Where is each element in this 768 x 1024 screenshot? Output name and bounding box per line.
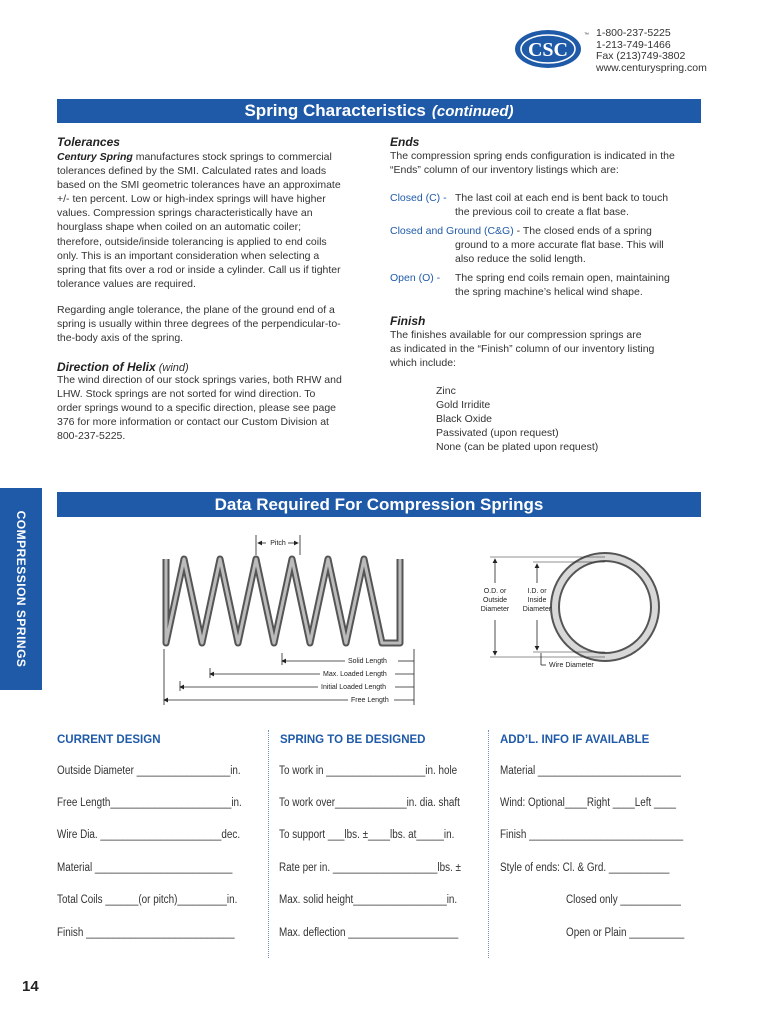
spring-to-be-designed-heading: SPRING TO BE DESIGNED [280,734,426,746]
data-required-title: Data Required For Compression Springs [214,495,544,514]
fax-number: Fax (213)749-3802 [596,50,686,62]
open-or-plain-field[interactable]: Open or Plain __________ [566,927,685,939]
phone-1: 1-800-237-5225 [596,27,671,39]
wind-direction-field[interactable]: Wind: Optional____Right ____Left ____ [500,797,676,809]
finish-intro: The finishes available for our compression springs are as indicated in the “Finish” column of our inventory listing which include: [390,329,655,370]
ends-closed-ground: Closed and Ground (C&G) - The closed ends of a spring ground to a more accurate flat base. This will also reduce the solid length. [390,225,664,266]
column-divider [268,730,269,958]
helix-heading: Direction of Helix (wind) [57,360,189,374]
ends-intro: The compression spring ends configuration is indicated in the “Ends” column of our inventory listings which are: [390,150,675,177]
ends-heading: Ends [390,135,420,149]
od-label-1: O.D. or [483,588,507,595]
max-loaded-length-label: Max. Loaded Length [323,671,387,678]
page-number: 14 [22,978,39,995]
column-divider [488,730,489,958]
outside-diameter-field[interactable]: Outside Diameter _________________in. [57,765,241,777]
tolerances-heading: Tolerances [57,135,120,149]
id-label-2: Inside [527,597,547,604]
additional-info-heading: ADD’L. INFO IF AVAILABLE [500,734,650,746]
closed-label: Closed (C) - [390,192,447,204]
century-spring-logo [514,28,590,70]
od-label-3: Diameter [480,606,510,613]
website-link[interactable]: www.centuryspring.com [596,61,707,74]
pitch-label: Pitch [270,540,286,547]
od-label-2: Outside [482,597,508,604]
total-coils-field[interactable]: Total Coils ______(or pitch)_________in. [57,894,238,906]
max-deflection-field[interactable]: Max. deflection ____________________ [279,927,459,939]
list-item: Zinc [436,385,456,397]
finish-list [436,384,696,454]
addl-material-field[interactable]: Material __________________________ [500,765,681,777]
work-over-shaft-field[interactable]: To work over_____________in. dia. shaft [279,797,460,809]
section-title: Spring Characteristics [244,101,426,120]
list-item: Gold Irridite [436,399,491,412]
open-label: Open (O) - [390,272,441,284]
phone-2: 1-213-749-1466 [596,38,671,51]
ends-open: Open (O) - The spring end coils remain open, maintaining the spring machine’s helical wind shape. [390,272,670,299]
finish-field[interactable]: Finish ___________________________ [57,927,235,939]
solid-length-label: Solid Length [348,658,387,665]
side-tab-label: COMPRESSION SPRINGS [14,510,28,668]
list-item: Black Oxide [436,413,493,426]
wire-dia-field[interactable]: Wire Dia. ______________________dec. [57,829,241,841]
section-subtitle: (continued) [431,103,514,120]
helix-paragraph: The wind direction of our stock springs varies, both RHW and LHW. Stock springs are not sorted for wind direction. To order springs wound to a specific direction, please see page 376 for more information or contact our Custom Division at 800-237-5225. [57,374,342,443]
contact-info [596,28,707,74]
initial-loaded-length-label: Initial Loaded Length [321,684,386,691]
list-item: Passivated (upon request) [436,427,559,440]
id-label-1: I.D. or [527,588,547,595]
tolerances-paragraph: Century Spring manufactures stock springs to commercial tolerances defined by the SMI. Calculated rates and loads based on the SMI geometric tolerances have an approximate +/- ten percent. Low or high-index springs will have higher values. Compression springs characteristically have an hourglass shape when coiled on an automatic coiler; therefore, outside/inside tolerancing is applied to end coils only. This is an important consideration when selecting a spring that fits over a rod or inside a cylinder. Call us if tighter tolerance values are required. [57,151,341,290]
logo-text: CSC [527,39,569,61]
ends-closed: Closed (C) - The last coil at each end is bent back to touch the previous coil to create a flat base. [390,192,669,219]
closed-ground-label: Closed and Ground (C&G) [390,225,514,237]
angle-tolerance-paragraph: Regarding angle tolerance, the plane of the ground end of a spring is usually within three degrees of the perpendicular-to- the-body axis of the spring. [57,304,341,345]
trademark-symbol: ™ [584,32,589,38]
current-design-heading: CURRENT DESIGN [57,734,161,746]
free-length-label: Free Length [351,697,389,704]
wire-diameter-label: Wire Diameter [549,662,594,669]
id-label-3: Diameter [522,606,552,613]
free-length-field[interactable]: Free Length______________________in. [57,797,242,809]
style-of-ends-field[interactable]: Style of ends: Cl. & Grd. ___________ [500,862,670,874]
addl-finish-field[interactable]: Finish ____________________________ [500,829,684,841]
section-title-bar [57,99,701,123]
data-required-title-bar [57,492,701,517]
rate-per-inch-field[interactable]: Rate per in. ___________________lbs. ± [279,862,461,874]
closed-only-field[interactable]: Closed only ___________ [566,894,681,906]
material-field[interactable]: Material _________________________ [57,862,233,874]
spring-diagram [150,525,670,715]
work-in-hole-field[interactable]: To work in __________________in. hole [279,765,458,777]
support-load-field[interactable]: To support ___lbs. ±____lbs. at_____in. [279,829,455,841]
list-item: None (can be plated upon request) [436,441,599,454]
finish-heading: Finish [390,314,426,328]
company-name: Century Spring [57,151,133,163]
max-solid-height-field[interactable]: Max. solid height_________________in. [279,894,458,906]
wire-ring [555,557,655,657]
side-tab [0,488,42,690]
